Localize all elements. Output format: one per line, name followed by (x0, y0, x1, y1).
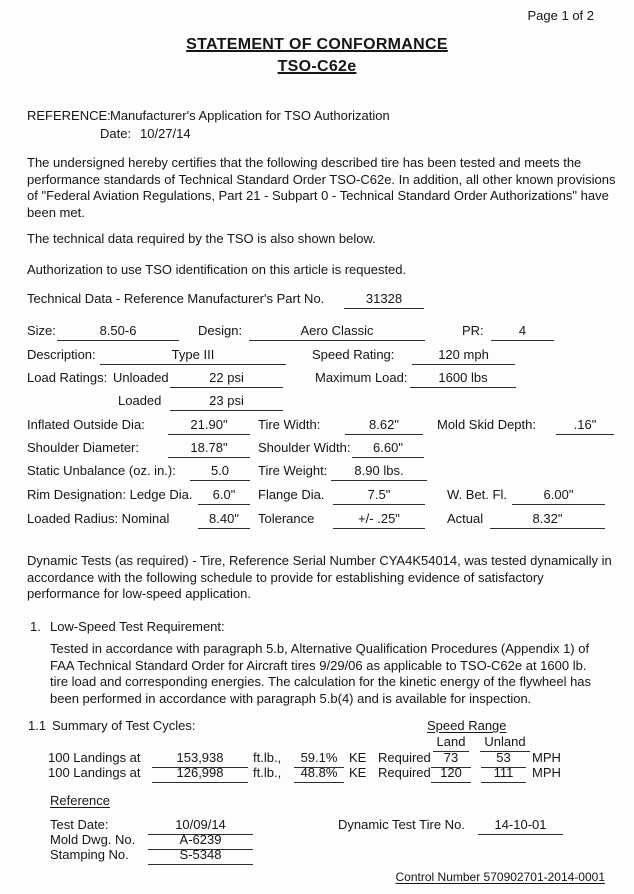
required-label: Required (378, 750, 431, 765)
unland-value: 53 (481, 750, 526, 768)
load-ratings-row (0, 370, 634, 391)
shoulder-diameter-row (0, 440, 634, 461)
tire-weight-value: 8.90 lbs. (331, 463, 427, 481)
rim-designation-row (0, 487, 634, 508)
unloaded-value: 22 psi (170, 370, 283, 388)
ke-value: 48.8% (294, 765, 344, 783)
section1-heading (0, 619, 634, 640)
rim-designation-label: Rim Designation: Ledge Dia. (27, 487, 193, 502)
reference-section-heading-row (0, 793, 634, 814)
landings-prefix: 100 Landings at (48, 750, 141, 765)
shoulder-width-label: Shoulder Width: (258, 440, 351, 455)
shoulder-diameter-label: Shoulder Diameter: (27, 440, 139, 455)
shoulder-diameter-value: 18.78" (168, 440, 250, 458)
reference-text: Manufacturer's Application for TSO Authorization (110, 108, 390, 123)
loaded-label: Loaded (118, 393, 162, 408)
tire-weight-label: Tire Weight: (258, 463, 328, 478)
actual-value: 8.32" (490, 511, 605, 529)
reference-label: REFERENCE: (27, 108, 111, 123)
date-value: 10/27/14 (140, 126, 191, 141)
test-date-value: 10/09/14 (148, 817, 253, 835)
loaded-row (0, 393, 634, 414)
inflated-outside-dia-label: Inflated Outside Dia: (27, 417, 145, 432)
size-label: Size: (27, 323, 56, 338)
mold-skid-depth-value: .16" (556, 417, 614, 435)
authorization-paragraph: Authorization to use TSO identification on this article is requested. (27, 262, 407, 277)
ke-value: 59.1% (294, 750, 344, 768)
maximum-load-value: 1600 lbs (410, 370, 516, 388)
tso-note-paragraph: The technical data required by the TSO is also shown below. (27, 231, 376, 246)
energy-value: 153,938 (152, 750, 248, 768)
loaded-value: 23 psi (170, 393, 283, 411)
inflated-dia-row (0, 417, 634, 438)
test-date-label: Test Date: (50, 817, 109, 832)
speed-rating-label: Speed Rating: (312, 347, 395, 362)
unland-value: 111 (481, 765, 526, 783)
w-bet-fl-value: 6.00" (512, 487, 605, 505)
stamping-row (0, 847, 634, 868)
static-unbalance-label: Static Unbalance (oz. in.): (27, 463, 176, 478)
unloaded-label: Unloaded (113, 370, 169, 385)
speed-rating-value: 120 mph (412, 347, 515, 365)
w-bet-fl-label: W. Bet. Fl. (447, 487, 507, 502)
section1-body: Tested in accordance with paragraph 5.b, Alternative Qualification Procedures (Appendix 1) of FAA Technical Standard Order for Aircraft tires 9/29/06 as applicable to TSO-C62e at 1600 lb. tire load and corresponding energies. The calculation for the kinetic energy of the flywheel has been performed in accordance with paragraph 5.b(4) and is available for inspection. (50, 641, 592, 706)
page-number: Page 1 of 2 (527, 8, 594, 23)
actual-label: Actual (447, 511, 484, 526)
control-number: Control Number 570902701-2014-0001 (395, 870, 605, 884)
date-label: Date: (100, 126, 132, 141)
loaded-radius-nominal-value: 8.40" (198, 511, 250, 529)
required-label: Required (378, 765, 431, 780)
mold-skid-depth-label: Mold Skid Depth: (437, 417, 536, 432)
tire-width-label: Tire Width: (258, 417, 321, 432)
landings-prefix: 100 Landings at (48, 765, 141, 780)
inflated-outside-dia-value: 21.90" (168, 417, 250, 435)
size-row (0, 323, 634, 344)
description-label: Description: (27, 347, 96, 362)
static-unbalance-row (0, 463, 634, 484)
speed-range-header: Speed Range (427, 718, 507, 733)
certification-paragraph: The undersigned hereby certifies that the following described tire has been tested and meets the performance standards of Technical Standard Order TSO-C62e. In addition, all other known provisions of "Federal Aviation Regulations, Part 21 - Subpart 0 - Technical Standard Order Authorizations" have been met. (27, 155, 616, 220)
tolerance-value: +/- .25" (333, 511, 425, 529)
tolerance-label: Tolerance (258, 511, 315, 526)
loaded-radius-label: Loaded Radius: Nominal (27, 511, 170, 526)
energy-unit: ft.lb., (253, 765, 282, 780)
load-ratings-label: Load Ratings: (27, 370, 108, 385)
document-title-line2: TSO-C62e (277, 58, 357, 75)
energy-value: 126,998 (152, 765, 248, 783)
reference-date-line (0, 126, 634, 147)
size-value: 8.50-6 (57, 323, 179, 341)
loaded-radius-row (0, 511, 634, 532)
land-value: 73 (431, 750, 471, 768)
document-title-line1: STATEMENT OF CONFORMANCE (186, 36, 448, 53)
flange-dia-label: Flange Dia. (258, 487, 325, 502)
mph-label: MPH (532, 765, 561, 780)
reference-section-heading: Reference (50, 793, 110, 808)
section1-number: 1. (30, 619, 41, 634)
test-cycles-heading: Summary of Test Cycles: (52, 718, 196, 733)
pr-label: PR: (462, 323, 484, 338)
unland-column-header: Unland (480, 734, 530, 752)
mold-dwg-label: Mold Dwg. No. (50, 832, 136, 847)
dynamic-tests-paragraph: Dynamic Tests (as required) - Tire, Reference Serial Number CYA4K54014, was tested dynamically in accordance with the following schedule to provide for establishing evidence of satisfactory performance for low-speed application. (27, 553, 612, 601)
section1-title: Low-Speed Test Requirement: (50, 619, 225, 634)
description-value: Type III (100, 347, 286, 365)
design-value: Aero Classic (249, 323, 425, 341)
tire-width-value: 8.62" (345, 417, 423, 435)
pr-value: 4 (491, 323, 554, 341)
dynamic-test-tire-value: 14-10-01 (478, 817, 563, 835)
ledge-dia-value: 6.0" (198, 487, 250, 505)
part-no-row (0, 291, 634, 312)
stamping-label: Stamping No. (50, 847, 129, 862)
static-unbalance-value: 5.0 (190, 463, 250, 481)
mph-label: MPH (532, 750, 561, 765)
test-cycle-row (0, 765, 634, 786)
ke-label: KE (349, 765, 367, 780)
maximum-load-label: Maximum Load: (315, 370, 408, 385)
stamping-value: S-5348 (148, 847, 253, 865)
flange-dia-value: 7.5" (333, 487, 425, 505)
test-cycles-number: 1.1 (28, 718, 47, 733)
ke-label: KE (349, 750, 367, 765)
energy-unit: ft.lb., (253, 750, 282, 765)
land-value: 120 (431, 765, 471, 783)
shoulder-width-value: 6.60" (352, 440, 424, 458)
dynamic-test-tire-label: Dynamic Test Tire No. (338, 817, 465, 832)
mold-dwg-value: A-6239 (148, 832, 253, 850)
part-no-label: Technical Data - Reference Manufacturer's Part No. (27, 291, 325, 306)
description-row (0, 347, 634, 368)
part-no-value: 31328 (344, 291, 424, 309)
land-column-header: Land (433, 734, 469, 752)
design-label: Design: (198, 323, 243, 338)
